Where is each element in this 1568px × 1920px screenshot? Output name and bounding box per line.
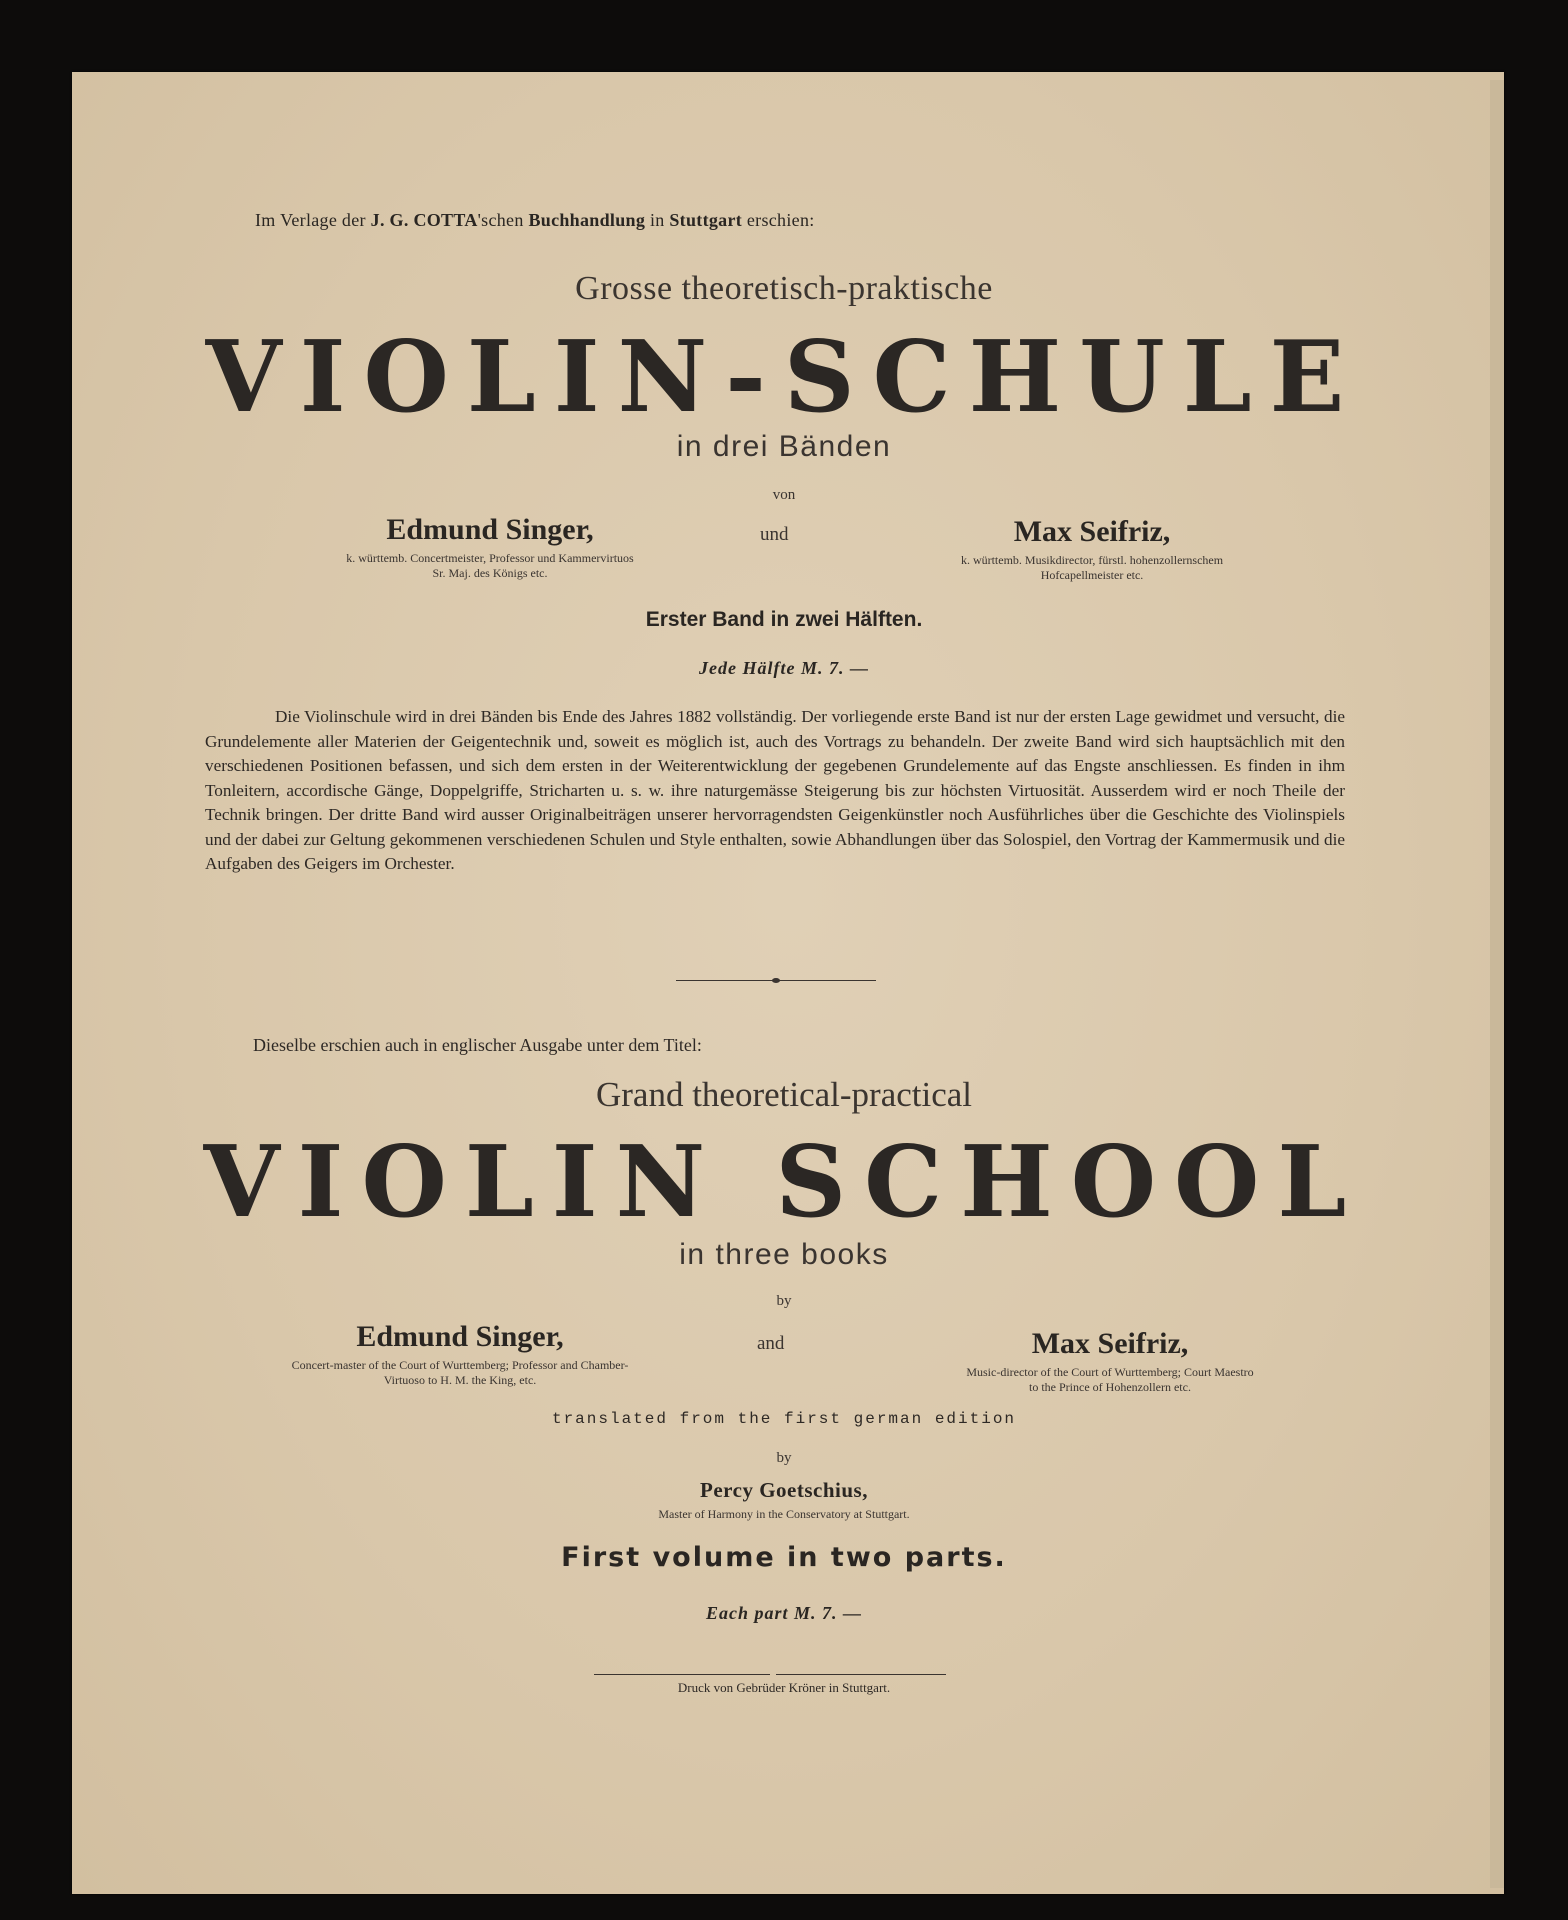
translator-block xyxy=(0,1478,1568,1522)
divider-ornament xyxy=(772,978,780,983)
german-author2-block xyxy=(892,515,1292,583)
german-volumes: in drei Bänden xyxy=(676,430,892,463)
english-author2-block xyxy=(900,1327,1320,1395)
english-translated: translated from the first german edition xyxy=(551,1410,1017,1428)
printer-rule-left xyxy=(594,1674,770,1675)
section-divider xyxy=(676,976,876,986)
publisher-line xyxy=(255,210,815,231)
printer-imprint: Druck von Gebrüder Kröner in Stuttgart. xyxy=(677,1680,891,1695)
publisher-end: erschien: xyxy=(746,210,815,230)
german-author2-note1: k. württemb. Musikdirector, fürstl. hohenzollernschem xyxy=(960,553,1224,567)
translator-name: Percy Goetschius, xyxy=(700,1478,868,1502)
german-title: VIOLIN-SCHULE xyxy=(205,320,1363,435)
english-intro: Dieselbe erschien auch in englischer Ausgabe unter dem Titel: xyxy=(253,1035,702,1055)
publisher-suffix: 'schen xyxy=(477,210,524,230)
english-author1: Edmund Singer, xyxy=(356,1320,564,1353)
german-author2: Max Seifriz, xyxy=(1013,515,1171,548)
publisher-prefix: Im Verlage der xyxy=(255,210,366,230)
german-author1-note1: k. württemb. Concertmeister, Professor und Kammervirtuos xyxy=(346,551,634,565)
german-author2-note2: Hofcapellmeister etc. xyxy=(1040,568,1144,582)
publisher-name: J. G. COTTA xyxy=(370,210,478,230)
publisher-word: Buchhandlung xyxy=(528,210,646,230)
german-subtitle: Grosse theoretisch-praktische xyxy=(575,270,993,307)
english-author2-note2: to the Prince of Hohenzollern etc. xyxy=(1029,1380,1191,1394)
german-by: von xyxy=(772,487,796,503)
publisher-city: Stuttgart xyxy=(669,210,743,230)
english-price: Each part M. 7. — xyxy=(705,1603,863,1623)
english-by-translator: by xyxy=(776,1450,792,1466)
german-author1: Edmund Singer, xyxy=(386,513,594,546)
english-author2-note1: Music-director of the Court of Wurttemberg; Court Maestro xyxy=(966,1365,1254,1379)
english-subtitle: Grand theoretical-practical xyxy=(595,1075,973,1114)
german-price: Jede Hälfte M. 7. — xyxy=(699,658,869,678)
english-author2: Max Seifriz, xyxy=(1031,1327,1189,1360)
english-volume: First volume in two parts. xyxy=(561,1542,1007,1573)
english-conjunction: and xyxy=(757,1333,785,1354)
german-body-paragraph: Die Violinschule wird in drei Bänden bis Ende des Jahres 1882 vollständig. Der vorliegende erste Band ist nur der ersten Lage gewidmet und versucht, die Grundelemente aller Materien der Geigentechnik und, soweit es möglich ist, auch des Vortrags zu behandeln. Der zweite Band wird sich hauptsächlich mit den verschiedenen Positionen befassen, und sich dem ersten in der Weiterentwicklung der gegebenen Grundelemente auf das Engste anschliessen. Es finden in ihm Tonleitern, accordische Gänge, Doppelgriffe, Stricharten u. s. w. ihre naturgemässe Steigerung bis zur höchsten Virtuosität. Ausserdem wird er noch Theile der Technik bringen. Der dritte Band wird ausser Originalbeiträgen unserer hervorragendsten Geigenkünstler noch Ausführliches über die Geschichte des Violinspiels und der dabei zur Geltung gekommenen verschiedenen Schulen und Style enthalten, sowie Abhandlungen über das Solospiel, den Vortrag der Kammermusik und die Aufgaben des Geigers im Orchester. xyxy=(205,707,1345,873)
printer-rule-right xyxy=(776,1674,946,1675)
german-band: Erster Band in zwei Hälften. xyxy=(645,608,923,631)
english-author1-note2: Virtuoso to H. M. the King, etc. xyxy=(383,1373,537,1387)
german-author1-block xyxy=(290,513,690,581)
english-by: by xyxy=(776,1293,792,1309)
german-author1-note2: Sr. Maj. des Königs etc. xyxy=(432,566,548,580)
german-conjunction: und xyxy=(760,524,789,545)
english-title: VIOLIN SCHOOL xyxy=(203,1125,1365,1240)
english-author1-block xyxy=(220,1320,700,1388)
publisher-in: in xyxy=(649,210,665,230)
english-volumes: in three books xyxy=(679,1238,889,1271)
english-author1-note1: Concert-master of the Court of Wurttemberg; Professor and Chamber- xyxy=(291,1358,629,1372)
translator-note: Master of Harmony in the Conservatory at Stuttgart. xyxy=(658,1507,910,1521)
